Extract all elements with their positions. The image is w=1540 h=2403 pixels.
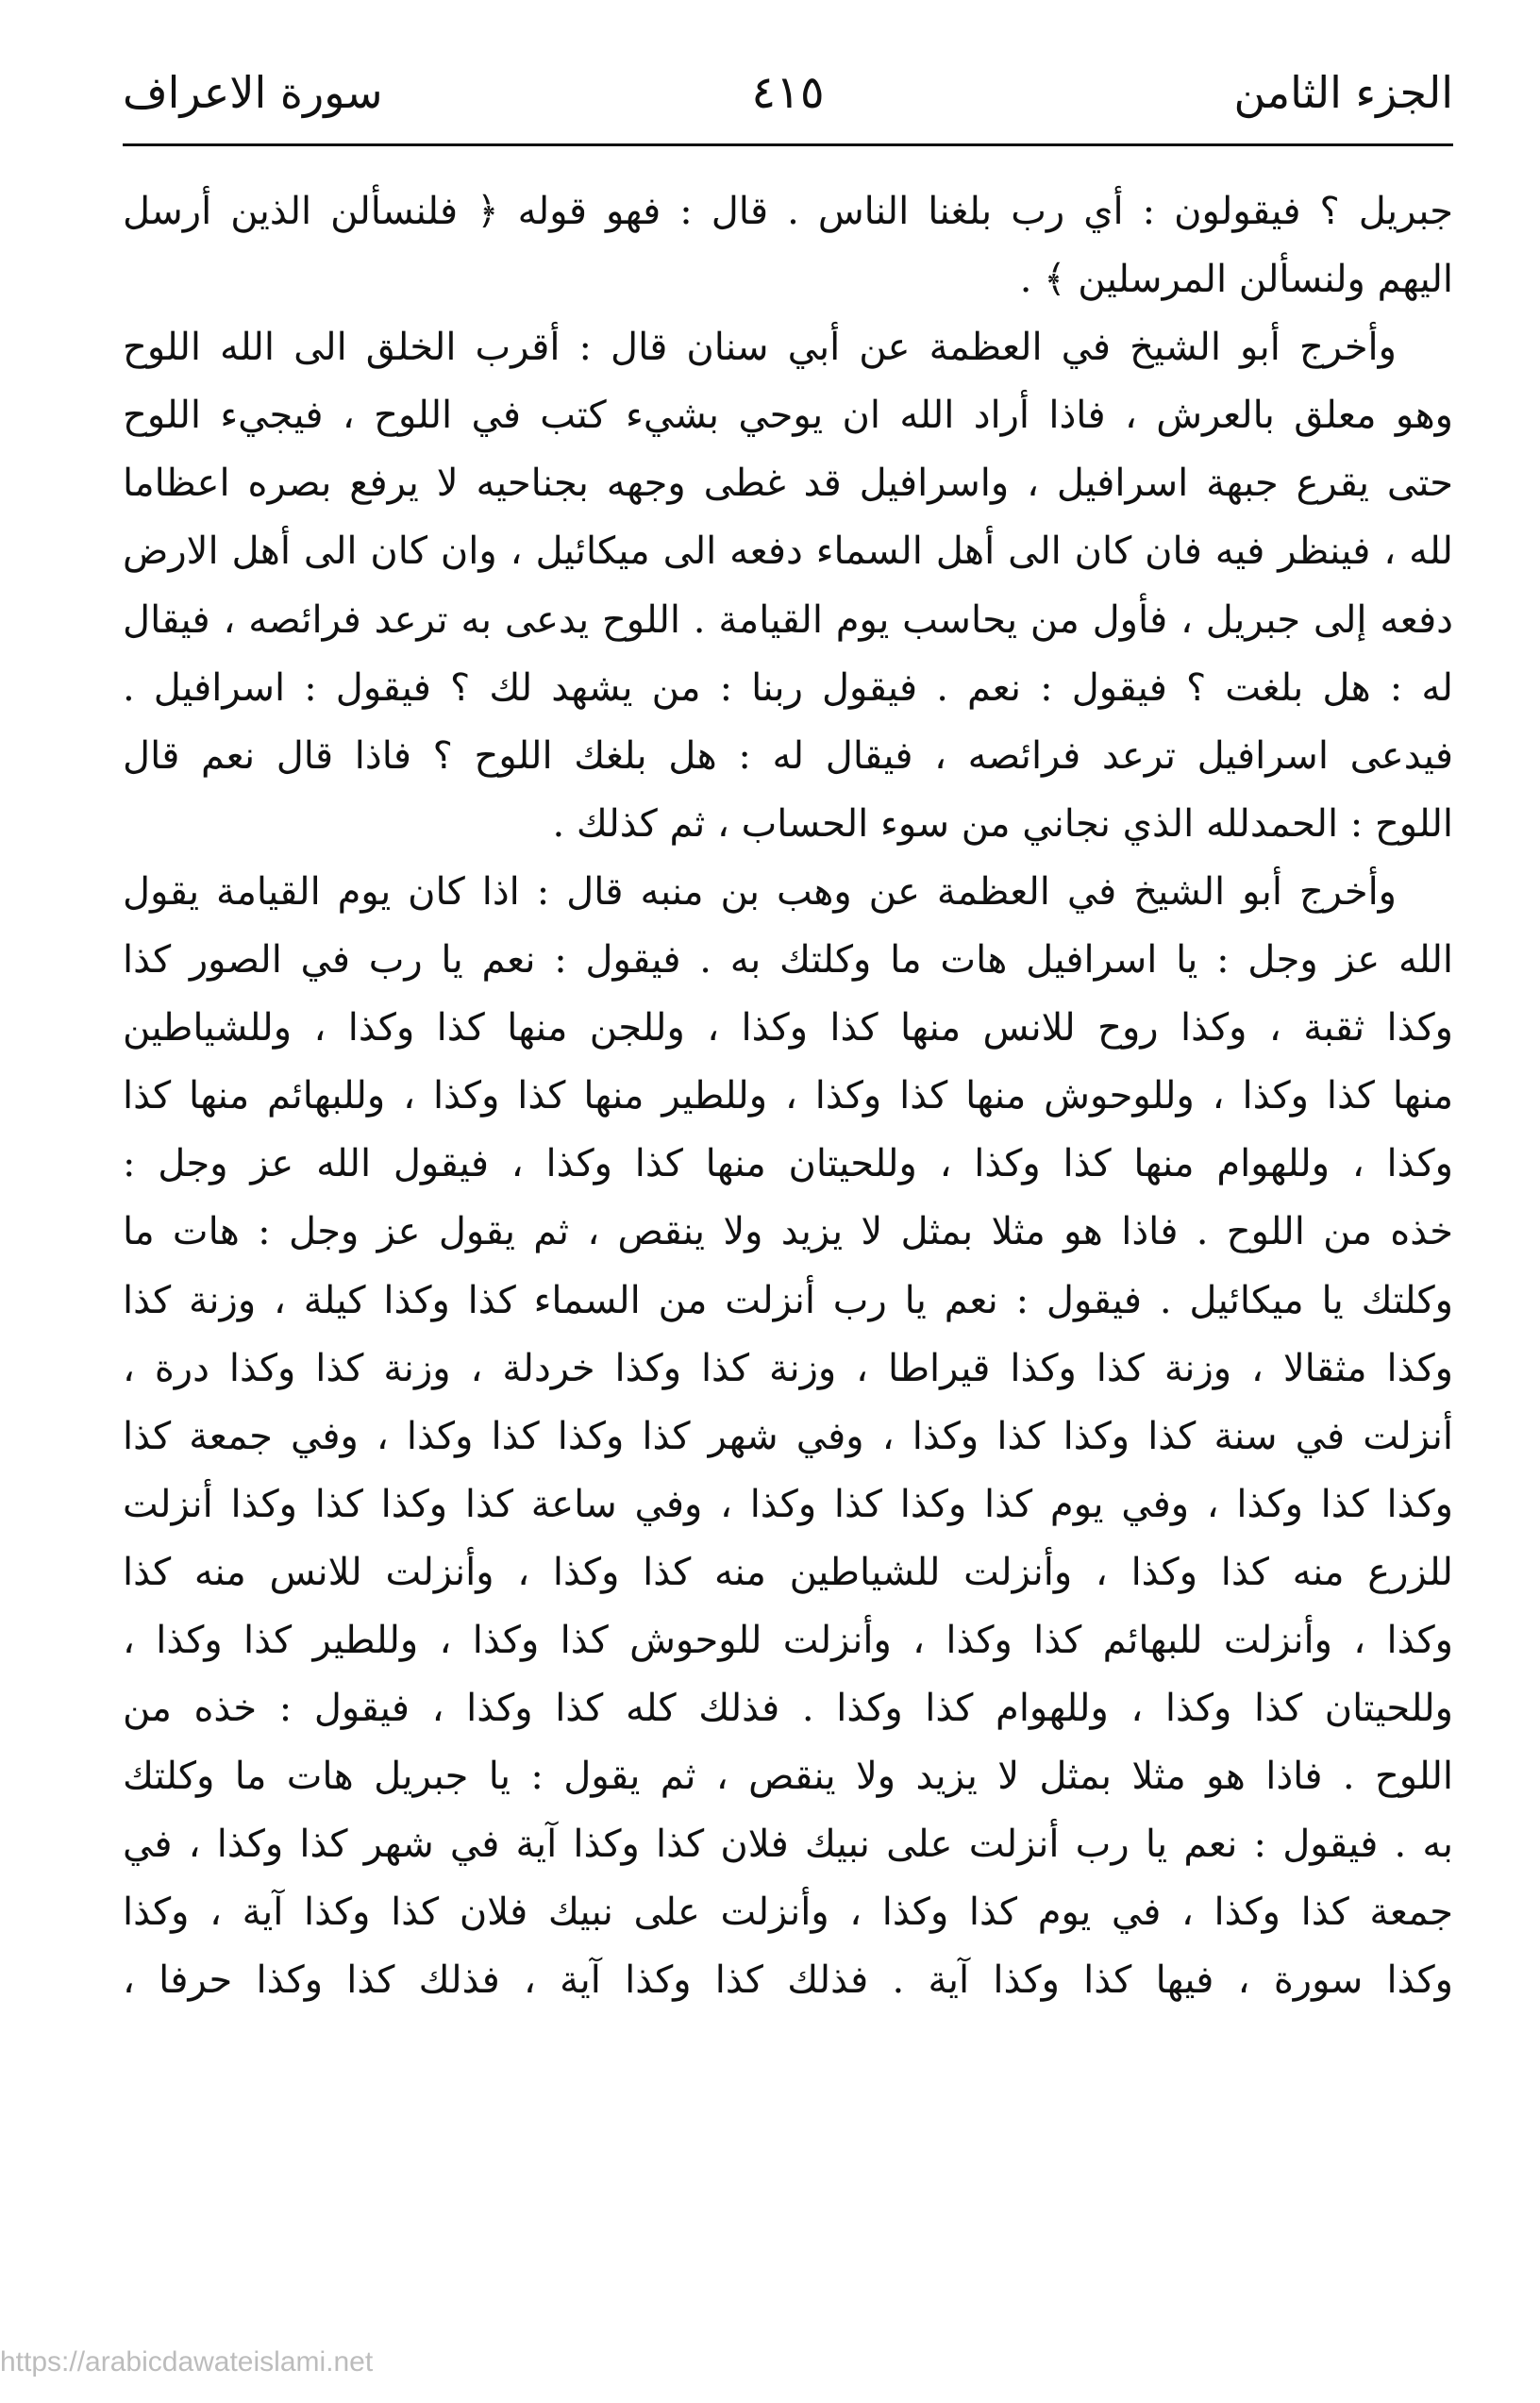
- text-line: فيدعى اسرافيل ترعد فرائصه ، فيقال له : هل بلغك اللوح ؟ فاذا قال نعم قال: [123, 733, 1453, 778]
- text-line: خذه من اللوح . فاذا هو مثلا بمثل لا يزيد ولا ينقص ، ثم يقول عز وجل : هات ما: [123, 1210, 1453, 1254]
- text-line: وكذا ثقبة ، وكذا روح للانس منها كذا وكذا ، وللجن منها كذا وكذا ، وللشياطين: [123, 1006, 1453, 1050]
- page-number: ٤١٥: [751, 66, 825, 119]
- text-line: للزرع منه كذا وكذا ، وأنزلت للشياطين منه كذا وكذا ، وأنزلت للانس منه كذا: [123, 1550, 1453, 1594]
- surah-title: سورة الاعراف: [123, 67, 383, 118]
- text-line: أنزلت في سنة كذا وكذا كذا وكذا ، وفي شهر كذا وكذا كذا وكذا ، وفي جمعة كذا: [123, 1414, 1453, 1458]
- text-line: له : هل بلغت ؟ فيقول : نعم . فيقول ربنا : من يشهد لك ؟ فيقول : اسرافيل .: [123, 665, 1453, 710]
- page-body: [123, 177, 1453, 2015]
- text-line: الله عز وجل : يا اسرافيل هات ما وكلتك به . فيقول : نعم يا رب في الصور كذا: [123, 938, 1453, 983]
- watermark-url: https://arabicdawateislami.net: [0, 2346, 374, 2378]
- text-line: اللوح : الحمدلله الذي نجاني من سوء الحساب ، ثم كذلك .: [552, 801, 1453, 846]
- text-line: وكذا سورة ، فيها كذا وكذا آية . فذلك كذا وكذا آية ، فذلك كذا وكذا حرفا ،: [123, 1958, 1453, 2003]
- text-line: وكذا ، وأنزلت للبهائم كذا وكذا ، وأنزلت للوحوش كذا وكذا ، وللطير كذا وكذا ،: [123, 1618, 1453, 1662]
- text-line: حتى يقرع جبهة اسرافيل ، واسرافيل قد غطى وجهه بجناحيه لا يرفع بصره اعظاما: [123, 462, 1453, 506]
- text-line: منها كذا وكذا ، وللوحوش منها كذا وكذا ، وللطير منها كذا وكذا ، وللبهائم منها كذا: [123, 1074, 1453, 1118]
- text-line: اليهم ولنسألن المرسلين ﴾ .: [1019, 258, 1453, 302]
- text-line: لله ، فينظر فيه فان كان الى أهل السماء دفعه الى ميكائيل ، وان كان الى أهل الارض: [123, 529, 1453, 574]
- text-line: وهو معلق بالعرش ، فاذا أراد الله ان يوحي بشيء كتب في اللوح ، فيجيء اللوح: [123, 394, 1453, 438]
- part-title: الجزء الثامن: [1233, 67, 1453, 118]
- text-line: وكذا مثقالا ، وزنة كذا وكذا قيراطا ، وزنة كذا وكذا خردلة ، وزنة كذا وكذا درة ،: [123, 1346, 1453, 1390]
- header-divider: [123, 143, 1453, 146]
- text-line: وكذا كذا وكذا ، وفي يوم كذا وكذا كذا وكذا ، وفي ساعة كذا وكذا كذا وكذا أنزلت: [123, 1482, 1453, 1526]
- page-header: [123, 47, 1453, 151]
- text-line: وأخرج أبو الشيخ في العظمة عن أبي سنان قال : أقرب الخلق الى الله اللوح: [123, 326, 1397, 370]
- text-line: به . فيقول : نعم يا رب أنزلت على نبيك فلان كذا وكذا آية في شهر كذا وكذا ، في: [123, 1823, 1453, 1867]
- text-line: دفعه إلى جبريل ، فأول من يحاسب يوم القيامة . اللوح يدعى به ترعد فرائصه ، فيقال: [123, 597, 1453, 642]
- text-line: اللوح . فاذا هو مثلا بمثل لا يزيد ولا ينقص ، ثم يقول : يا جبريل هات ما وكلتك: [123, 1755, 1453, 1799]
- text-line: وكذا ، وللهوام منها كذا وكذا ، وللحيتان منها كذا وكذا ، فيقول الله عز وجل :: [123, 1142, 1453, 1186]
- text-line: وكلتك يا ميكائيل . فيقول : نعم يا رب أنزلت من السماء كذا وكذا كيلة ، وزنة كذا: [123, 1278, 1453, 1322]
- text-line: جمعة كذا وكذا ، في يوم كذا وكذا ، وأنزلت على نبيك فلان كذا وكذا آية ، وكذا: [123, 1890, 1453, 1935]
- text-line: وأخرج أبو الشيخ في العظمة عن وهب بن منبه قال : اذا كان يوم القيامة يقول: [123, 869, 1397, 914]
- text-line: وللحيتان كذا وكذا ، وللهوام كذا وكذا . فذلك كله كذا وكذا ، فيقول : خذه من: [123, 1687, 1453, 1731]
- text-line: جبريل ؟ فيقولون : أي رب بلغنا الناس . قال : فهو قوله ﴿ فلنسألن الذين أرسل: [123, 190, 1453, 233]
